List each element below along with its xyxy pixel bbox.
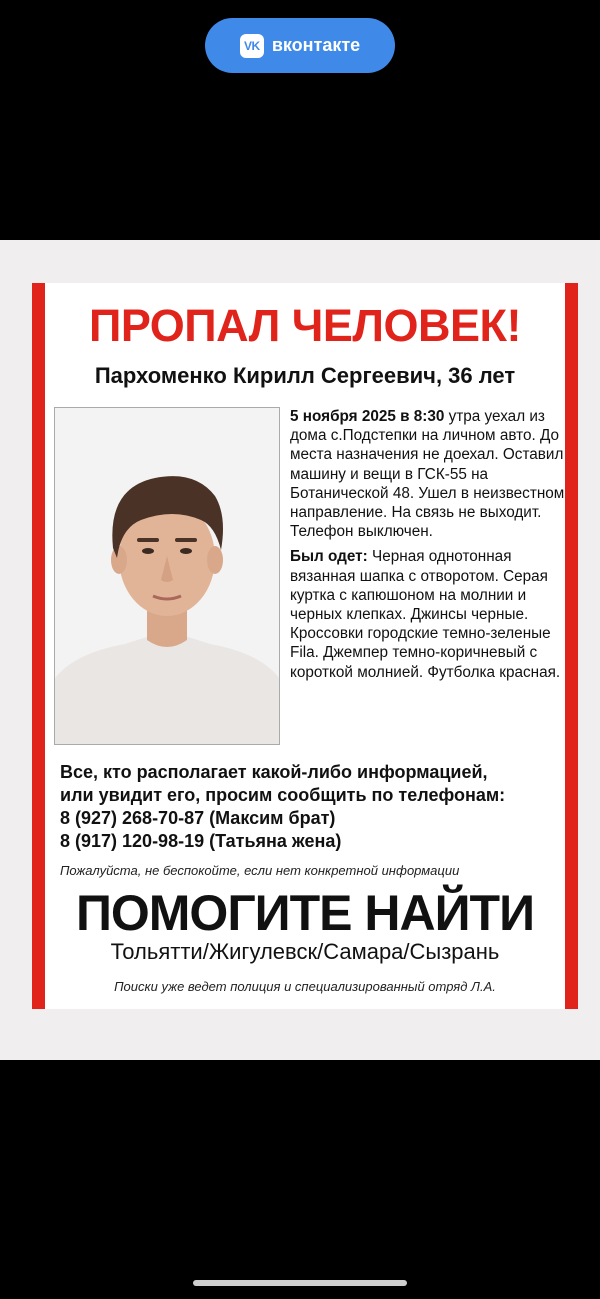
poster-headline: ПРОПАЛ ЧЕЛОВЕК! (89, 300, 521, 351)
clothing-label: Был одет: (290, 548, 368, 566)
vk-button-label: вконтакте (271, 35, 361, 55)
disappearance-date: 5 ноября 2025 в 8:30 (290, 408, 445, 425)
person-photo-illustration (55, 408, 279, 744)
phone-number[interactable]: 8 (917) 120-98-19 (Татьяна жена) (60, 831, 342, 851)
phone-number[interactable]: 8 (927) 268-70-87 (Максим брат) (60, 808, 336, 828)
appeal-line: или увидит его, просим сообщить по телефонам: (60, 785, 506, 805)
vk-open-button[interactable] (205, 18, 395, 73)
person-photo (54, 407, 280, 745)
contact-note: Пожалуйста, не беспокойте, если нет конкретной информации (60, 863, 460, 878)
appeal-line: Все, кто располагает какой-либо информацией, (60, 762, 488, 782)
vk-logo-icon: VK (240, 34, 264, 58)
disappearance-text: утра уехал из дома с.Подстепки на личном авто. До места назначения не доехал. Оставил машину и вещи в ГСК-55 на Ботанической 48. Ушел в неизвестном направление. На связь не выходит. Телефон выключен. (290, 408, 565, 541)
cities-list: Тольятти/Жигулевск/Самара/Сызрань (110, 939, 500, 964)
person-description (290, 407, 570, 688)
image-viewer[interactable] (0, 240, 600, 1060)
clothing-details (290, 547, 570, 681)
clothing-text: Черная однотонная вязанная шапка с отворотом. Серая куртка с капюшоном на молнии и черных клепках. Джинсы черные. Кроссовки городские темно-зеленые Fila. Джемпер темно-коричневый с короткой молнией. Футболка красная. (290, 548, 561, 681)
help-title: ПОМОГИТЕ НАЙТИ (75, 885, 535, 941)
home-indicator[interactable] (193, 1280, 407, 1286)
missing-person-poster (32, 283, 578, 1009)
search-footer: Поиски уже ведет полиция и специализированный отряд Л.А. (114, 979, 496, 994)
disappearance-details (290, 407, 570, 541)
person-name: Пархоменко Кирилл Сергеевич, 36 лет (94, 363, 516, 388)
contact-appeal (60, 761, 575, 853)
